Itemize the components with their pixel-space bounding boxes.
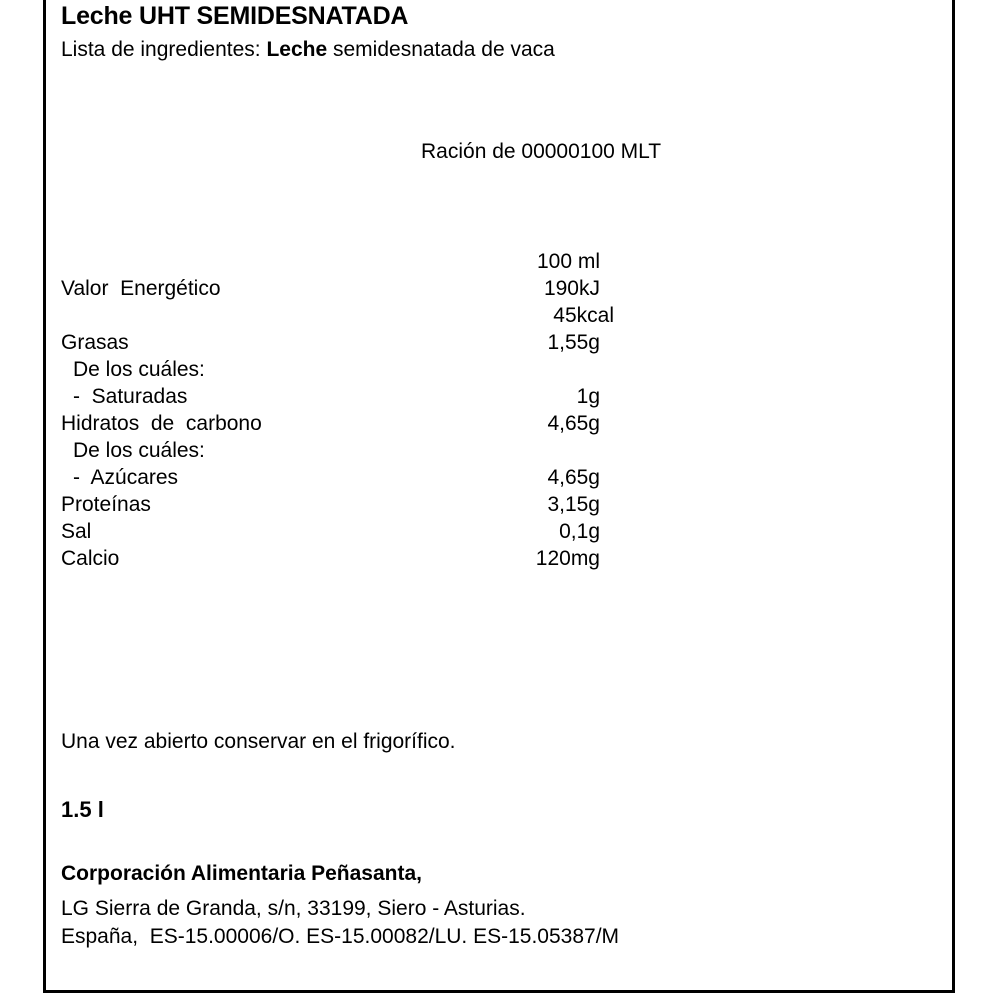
nutrition-row-value: 45kcal <box>553 304 614 327</box>
nutrition-row-label: De los cuáles: <box>73 439 205 462</box>
serving-size-line: Ración de 00000100 MLT <box>421 140 662 163</box>
nutrition-row-label: Grasas <box>61 331 129 354</box>
nutrition-row-value: 1,55g <box>547 331 600 354</box>
nutrition-row-value: 190kJ <box>543 277 600 300</box>
net-volume: 1.5 l <box>61 797 104 822</box>
nutrition-row <box>46 412 958 439</box>
nutrition-row-value: 120mg <box>535 547 600 570</box>
manufacturer-country-codes: España, ES-15.00006/O. ES-15.00082/LU. ES-15.05387/M <box>61 925 620 948</box>
nutrition-row-value: 4,65g <box>547 412 600 435</box>
nutrition-header-row <box>46 250 958 277</box>
nutrition-row-label: - Azúcares <box>73 466 179 489</box>
nutrition-row <box>46 358 958 385</box>
nutrition-row-label: De los cuáles: <box>73 358 205 381</box>
product-title: Leche UHT SEMIDESNATADA <box>61 2 409 30</box>
ingredients-prefix: Lista de ingredientes: <box>61 38 267 61</box>
ingredients-highlight: Leche <box>266 38 328 61</box>
manufacturer-address: LG Sierra de Granda, s/n, 33199, Siero - Asturias. <box>61 897 526 920</box>
manufacturer-name: Corporación Alimentaria Peñasanta, <box>61 862 422 885</box>
nutrition-row-value: 4,65g <box>547 466 600 489</box>
nutrition-column-header: 100 ml <box>536 250 600 273</box>
ingredients-suffix: semidesnatada de vaca <box>327 38 555 61</box>
nutrition-row-label: Hidratos de carbono <box>61 412 262 435</box>
nutrition-row-label: Sal <box>61 520 92 543</box>
nutrition-row <box>46 385 958 412</box>
ingredients-line <box>61 38 555 62</box>
nutrition-row <box>46 466 958 493</box>
nutrition-row-label: Calcio <box>61 547 120 570</box>
nutrition-row-label: Valor Energético <box>61 277 221 300</box>
nutrition-row-value: 0,1g <box>559 520 600 543</box>
nutrition-row <box>46 547 958 574</box>
nutrition-row <box>46 439 958 466</box>
nutrition-label-panel <box>43 0 955 993</box>
nutrition-row <box>46 493 958 520</box>
nutrition-row-label: - Saturadas <box>73 385 188 408</box>
nutrition-row <box>46 520 958 547</box>
nutrition-row <box>46 331 958 358</box>
nutrition-row-value: 3,15g <box>547 493 600 516</box>
nutrition-row-value: 1g <box>576 385 600 408</box>
storage-instruction: Una vez abierto conservar en el frigorífico. <box>61 730 456 753</box>
nutrition-row <box>46 277 958 304</box>
nutrition-row-label: Proteínas <box>61 493 151 516</box>
nutrition-row <box>46 304 958 331</box>
